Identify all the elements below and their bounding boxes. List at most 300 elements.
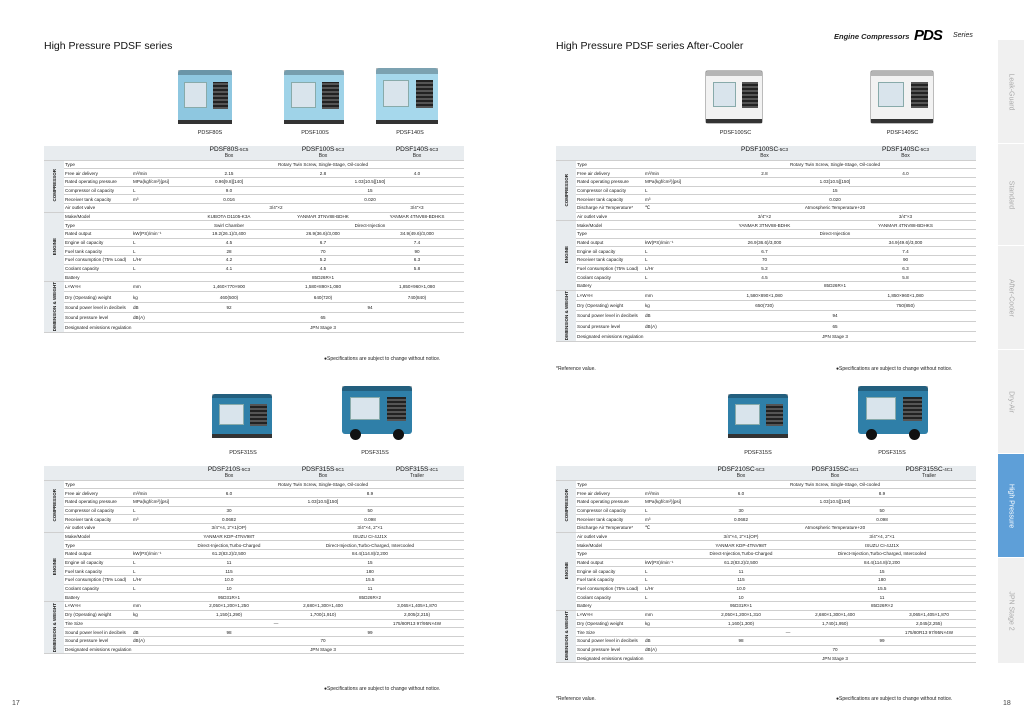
spec-label: Sound power level in decibels — [64, 302, 132, 312]
spec-label: L×W×H — [576, 290, 644, 300]
group-label — [556, 290, 576, 341]
spec-value: 15 — [694, 186, 976, 195]
spec-label: Make/Model — [64, 532, 132, 541]
spec-value: 1.03[10.5][150] — [694, 497, 976, 506]
spec-unit — [644, 541, 694, 550]
spec-value: 95D31R×1 — [694, 602, 788, 611]
spec-label: Fuel consumption (75% Load) — [576, 584, 644, 593]
spec-label: Sound pressure level — [64, 636, 132, 645]
spec-row — [556, 619, 976, 628]
spec-value: 180 — [276, 567, 464, 576]
group-label-text: ENGINE — [51, 237, 57, 255]
compressor-image — [705, 70, 763, 124]
spec-value: 26.9(36.6)/3,000 — [694, 238, 835, 247]
model-suffix: -5C3 — [240, 466, 251, 472]
group-label-text: DIMENSION & WEIGHT — [563, 611, 569, 661]
spec-value: 3/4"×2 — [694, 212, 835, 221]
spec-unit: MPa(kgf/cm²)[psi] — [644, 177, 694, 186]
spec-row — [556, 264, 976, 273]
spec-value: 115 — [182, 567, 276, 576]
spec-row — [556, 602, 976, 611]
compressor-image — [178, 70, 232, 124]
group-label — [44, 532, 64, 602]
spec-value: 1.03[10.5][150] — [694, 177, 976, 186]
spec-value: Direct-Injection — [276, 221, 464, 230]
spec-row — [556, 628, 976, 637]
model-suffix: -5C1 — [334, 466, 345, 472]
spec-row — [556, 230, 976, 239]
spec-value: Direct-Injection,Turbo-Charged — [694, 550, 788, 559]
model-type: Box — [760, 152, 769, 159]
model-header — [182, 466, 276, 480]
spec-value: 1,580×890×1,080 — [276, 282, 370, 292]
spec-row — [556, 497, 976, 506]
spec-unit: dB(A) — [132, 312, 182, 322]
group-label — [44, 160, 64, 212]
spec-value: 6.0 — [694, 489, 788, 498]
spec-table-top-left — [44, 146, 464, 333]
spec-unit — [644, 550, 694, 559]
spec-label: L×W×H — [64, 282, 132, 292]
spec-value: Rotary Twin Screw, Single-Stage, Oil-cooled — [182, 480, 464, 489]
model-type: Trailer — [410, 472, 424, 479]
spec-row — [556, 301, 976, 311]
reference-note: *Reference value. — [556, 696, 596, 702]
spec-row — [556, 523, 976, 532]
side-tab-label: High Pressure — [1007, 483, 1015, 528]
spec-value: 4.0 — [370, 169, 464, 178]
model-header — [276, 466, 370, 480]
spec-value: ISUZU CI-4JJ1X — [276, 532, 464, 541]
spec-label: Fuel tank capacity — [64, 567, 132, 576]
spec-value: KUBOTA D1105-K3A — [182, 212, 276, 221]
spec-row — [44, 567, 464, 576]
spec-label: Type — [64, 480, 132, 489]
model-caption: PDSF315S — [744, 450, 772, 456]
spec-value: 1,740(1,950) — [788, 619, 882, 628]
spec-row — [44, 282, 464, 292]
spec-value: Direct-Injection,Turbo-Charged, Intercooled — [788, 550, 976, 559]
spec-value: 4.2 — [182, 256, 276, 265]
spec-label: Coolant capacity — [576, 593, 644, 602]
spec-row — [556, 610, 976, 619]
spec-label: Compressor oil capacity — [64, 186, 132, 195]
group-label-text: DIMENSION & WEIGHT — [51, 282, 57, 332]
spec-value: 180 — [788, 576, 976, 585]
spec-unit: dB — [132, 302, 182, 312]
spec-value: 15 — [276, 186, 464, 195]
spec-value: 85D26R×2 — [276, 593, 464, 602]
spec-unit: L — [644, 256, 694, 265]
spec-label: Battery — [64, 593, 132, 602]
spec-value: YANMAR 4TNV88-BDHKS — [370, 212, 464, 221]
spec-label: Engine oil capacity — [64, 238, 132, 247]
header-blank — [44, 146, 64, 160]
spec-row — [556, 282, 976, 291]
spec-value: YANMAR KDP-4TNV98T — [694, 541, 788, 550]
spec-value: Rotary Twin Screw, Single-Stage, Oil-cooled — [694, 160, 976, 169]
model-caption: PDSF140SC — [886, 130, 919, 136]
spec-unit — [132, 212, 182, 221]
spec-value: 640(720) — [276, 292, 370, 302]
spec-unit: dB — [132, 628, 182, 637]
spec-value: 0.0682 — [182, 515, 276, 524]
spec-value: 34.9(49.6)/3,000 — [370, 230, 464, 239]
model-type: Box — [318, 472, 328, 479]
spec-row — [556, 247, 976, 256]
spec-unit: L — [132, 584, 182, 593]
model-suffix: -5C3 — [428, 146, 439, 152]
spec-unit: L — [132, 567, 182, 576]
spec-table-top-right — [556, 146, 976, 342]
spec-value: 70 — [276, 247, 370, 256]
spec-label: Tire Size — [64, 619, 132, 628]
spec-label: Rated operating pressure — [576, 497, 644, 506]
spec-value: 6.7 — [276, 238, 370, 247]
spec-value: 15.5 — [788, 584, 976, 593]
spec-value: 2,050×1,200×1,310 — [694, 610, 788, 619]
spec-unit: dB(A) — [644, 321, 694, 331]
spec-unit: L — [644, 247, 694, 256]
model-header — [182, 146, 276, 160]
spec-value: 0.96[9.8][140] — [182, 177, 276, 186]
side-tab-label: After-Cooler — [1007, 278, 1015, 317]
spec-label: Discharge Air Temperature* — [576, 203, 644, 212]
spec-unit: kg — [644, 301, 694, 311]
model-type: Box — [224, 152, 234, 159]
spec-note: ●Specifications are subject to change without notice. — [836, 366, 953, 372]
model-caption: PDSF100S — [301, 130, 329, 136]
spec-label: Free air delivery — [64, 169, 132, 178]
spec-row — [556, 238, 976, 247]
spec-label: Designated emissions regulation — [576, 331, 644, 341]
spec-unit: kW(PS)/min⁻¹ — [644, 558, 694, 567]
spec-row — [44, 636, 464, 645]
spec-row — [44, 256, 464, 265]
spec-unit — [644, 480, 694, 489]
spec-value: 6.7 — [694, 247, 835, 256]
spec-value: 50 — [276, 506, 464, 515]
model-header — [370, 466, 464, 480]
spec-value: Direct-Injection,Turbo-Charged — [182, 541, 276, 550]
spec-unit — [132, 523, 182, 532]
spec-value: 4.5 — [276, 264, 370, 273]
spec-value: 11 — [788, 593, 976, 602]
spec-value: 4.5 — [694, 273, 835, 282]
spec-value: 0.0682 — [694, 515, 788, 524]
spec-unit: m³/min — [644, 489, 694, 498]
spec-row — [556, 160, 976, 169]
header-blank — [576, 146, 644, 160]
group-label-text: DIMENSION & WEIGHT — [51, 602, 57, 652]
side-tab-leak-guard[interactable] — [998, 40, 1024, 144]
side-tab-label: Dry-Air — [1007, 390, 1015, 413]
spec-value: 65 — [694, 321, 976, 331]
spec-label: Battery — [576, 602, 644, 611]
spec-value: 2,680×1,300×1,400 — [276, 602, 370, 611]
spec-label: Make/Model — [576, 541, 644, 550]
spec-label: Type — [64, 160, 132, 169]
spec-value: 70 — [182, 636, 464, 645]
spec-unit — [644, 212, 694, 221]
spec-value: 30 — [694, 506, 788, 515]
spec-label: Coolant capacity — [64, 264, 132, 273]
page-title-right: High Pressure PDSF series After-Cooler — [556, 40, 744, 52]
spec-row — [556, 331, 976, 341]
spec-value: 6.3 — [370, 256, 464, 265]
spec-label: Compressor oil capacity — [64, 506, 132, 515]
spec-value: 4.5 — [182, 238, 276, 247]
spec-label: Free air delivery — [64, 489, 132, 498]
side-tab-high-pressure[interactable] — [998, 454, 1024, 558]
spec-value: 5.2 — [694, 264, 835, 273]
model-type: Box — [830, 472, 840, 479]
spec-value: 30 — [182, 506, 276, 515]
spec-label: Air outlet valve — [64, 203, 132, 212]
spec-value: Atmospheric Temperature+20 — [694, 203, 976, 212]
spec-value: 1,850×960×1,080 — [370, 282, 464, 292]
spec-value: 4.1 — [182, 264, 276, 273]
spec-value: 94 — [694, 311, 976, 321]
spec-label: Receiver tank capacity — [64, 515, 132, 524]
spec-unit — [132, 480, 182, 489]
spec-label: Coolant capacity — [576, 273, 644, 282]
spec-row — [44, 489, 464, 498]
group-label — [556, 221, 576, 291]
side-tab-standard[interactable] — [998, 144, 1024, 246]
model-suffix: -4C1 — [942, 466, 953, 472]
header-blank — [64, 466, 132, 480]
spec-value: 10 — [182, 584, 276, 593]
spec-label: Fuel consumption (75% Load) — [64, 576, 132, 585]
spec-unit: kg — [644, 619, 694, 628]
spec-label: Type — [576, 160, 644, 169]
spec-unit: dB — [644, 311, 694, 321]
model-suffix: -4C1 — [428, 466, 439, 472]
spec-row — [44, 238, 464, 247]
spec-label: Rated output — [576, 558, 644, 567]
spec-label: Compressor oil capacity — [576, 506, 644, 515]
spec-value: 3/4"×4, 2"×1(OP) — [694, 532, 788, 541]
spec-value: 2.15 — [182, 169, 276, 178]
model-header — [835, 146, 976, 160]
spec-note: ●Specifications are subject to change without notice. — [324, 686, 441, 692]
spec-value: Swirl Chamber — [182, 221, 276, 230]
spec-unit: MPa(kgf/cm²)[psi] — [132, 497, 182, 506]
spec-unit — [132, 160, 182, 169]
spec-row — [556, 311, 976, 321]
spec-value: 90 — [370, 247, 464, 256]
spec-row — [44, 302, 464, 312]
compressor-image — [870, 70, 934, 124]
spec-label: Receiver tank capacity — [64, 195, 132, 204]
spec-value: 7.4 — [835, 247, 976, 256]
spec-label: Dry (Operating) weight — [64, 610, 132, 619]
header-blank — [644, 466, 694, 480]
spec-label: Type — [64, 541, 132, 550]
spec-row — [556, 256, 976, 265]
spec-row — [44, 532, 464, 541]
model-name: PDSF210SC — [717, 466, 755, 473]
spec-value: JPN Stage 3 — [694, 331, 976, 341]
spec-value: 2,680×1,300×1,400 — [788, 610, 882, 619]
spec-value: 5.2 — [276, 256, 370, 265]
spec-unit: kW(PS)/min⁻¹ — [132, 550, 182, 559]
spec-unit: mm — [644, 610, 694, 619]
spec-row — [556, 558, 976, 567]
model-header — [370, 146, 464, 160]
spec-label: Rated operating pressure — [576, 177, 644, 186]
spec-unit — [132, 323, 182, 333]
spec-value: Rotary Twin Screw, Single-Stage, Oil-cooled — [182, 160, 464, 169]
spec-unit: L — [132, 558, 182, 567]
spec-value: 90 — [835, 256, 976, 265]
spec-value: 10.0 — [182, 576, 276, 585]
spec-unit — [644, 221, 694, 230]
group-label — [44, 480, 64, 532]
header-blank — [644, 146, 694, 160]
spec-label: Free air delivery — [576, 169, 644, 178]
spec-row — [44, 160, 464, 169]
spec-value: 6.0 — [182, 489, 276, 498]
spec-label: Type — [64, 221, 132, 230]
spec-value: 15 — [276, 558, 464, 567]
spec-value: 99 — [788, 636, 976, 645]
spec-label: Engine oil capacity — [576, 247, 644, 256]
spec-row — [44, 212, 464, 221]
spec-value: 2.8 — [694, 169, 835, 178]
spec-label: Fuel tank capacity — [64, 247, 132, 256]
spec-label: Engine oil capacity — [576, 567, 644, 576]
side-tab-jpn-stage-2[interactable] — [998, 558, 1024, 664]
model-caption: PDSF315S — [229, 450, 257, 456]
spec-value: Atmospheric Temperature+20 — [694, 523, 976, 532]
spec-unit: ℃ — [644, 523, 694, 532]
model-name: PDSF315S — [301, 466, 335, 473]
page-number-left: 17 — [12, 700, 20, 707]
spec-label: Dry (Operating) weight — [576, 301, 644, 311]
model-suffix: -5C1 — [848, 466, 859, 472]
model-suffix: -5C3 — [778, 146, 788, 152]
spec-unit: kg — [132, 610, 182, 619]
model-name: PDSF315S — [395, 466, 429, 473]
spec-row — [556, 506, 976, 515]
spec-note: ●Specifications are subject to change without notice. — [324, 356, 441, 362]
spec-unit: mm — [132, 282, 182, 292]
spec-row — [44, 593, 464, 602]
spec-label: Sound power level in decibels — [576, 636, 644, 645]
spec-unit: dB — [644, 636, 694, 645]
spec-value: JPN Stage 3 — [182, 323, 464, 333]
spec-value: 3/4"×4, 2"×1(OP) — [182, 523, 276, 532]
spec-unit: L/Hr — [644, 264, 694, 273]
header-blank — [64, 146, 132, 160]
model-header — [276, 146, 370, 160]
model-suffix: -5C3 — [754, 466, 765, 472]
spec-value: Rotary Twin Screw, Single-Stage, Oil-cooled — [694, 480, 976, 489]
spec-label: Air outlet valve — [576, 532, 644, 541]
model-suffix: -5C3 — [334, 146, 345, 152]
group-label — [556, 532, 576, 610]
spec-value: 3,065×1,405×1,870 — [370, 602, 464, 611]
spec-value: 34.9(49.6)/3,000 — [835, 238, 976, 247]
spec-value: 0.098 — [276, 515, 464, 524]
model-name: PDSF315SC — [905, 466, 943, 473]
spec-value: 65 — [182, 312, 464, 322]
model-header — [694, 466, 788, 480]
spec-unit: L — [132, 186, 182, 195]
spec-row — [44, 195, 464, 204]
spec-row — [556, 480, 976, 489]
spec-row — [44, 558, 464, 567]
model-name: PDSF140S — [395, 146, 429, 153]
side-tab-after-cooler[interactable] — [998, 246, 1024, 350]
model-header — [788, 466, 882, 480]
spec-label: Coolant capacity — [64, 584, 132, 593]
spec-table-bottom-left — [44, 466, 464, 654]
page-title-left: High Pressure PDSF series — [44, 40, 173, 52]
spec-value: Direct-Injection — [694, 230, 976, 239]
spec-row — [44, 203, 464, 212]
spec-unit: L — [644, 593, 694, 602]
spec-row — [556, 489, 976, 498]
spec-row — [44, 292, 464, 302]
model-name: PDSF210S — [207, 466, 241, 473]
group-label-text: COMPRESSOR — [51, 169, 57, 202]
model-type: Trailer — [922, 472, 936, 479]
model-header — [694, 146, 835, 160]
spec-row — [556, 273, 976, 282]
side-tab-dry-air[interactable] — [998, 350, 1024, 454]
spec-value: 84.4(114.8)/2,200 — [276, 550, 464, 559]
spec-unit — [132, 532, 182, 541]
spec-value: 70 — [694, 645, 976, 654]
spec-value: 650(730) — [694, 301, 835, 311]
group-label-text: COMPRESSOR — [563, 173, 569, 207]
spec-label: Receiver tank capacity — [576, 195, 644, 204]
header-blank — [44, 466, 64, 480]
spec-value: 10.0 — [694, 584, 788, 593]
reference-note: *Reference value. — [556, 366, 596, 372]
spec-value: YANMAR KDP-4TNV98T — [182, 532, 276, 541]
spec-value: 2,050×1,200×1,250 — [182, 602, 276, 611]
spec-value: 50 — [788, 506, 976, 515]
spec-label: Fuel consumption (75% Load) — [64, 256, 132, 265]
spec-row — [44, 506, 464, 515]
spec-unit — [644, 331, 694, 341]
spec-unit — [644, 532, 694, 541]
group-label-text: DIMENSION & WEIGHT — [563, 290, 569, 341]
model-type: Box — [412, 152, 422, 159]
model-name: PDSF315SC — [811, 466, 849, 473]
spec-value: 1.03[10.5][150] — [182, 497, 464, 506]
spec-unit — [644, 654, 694, 663]
group-label — [44, 282, 64, 333]
spec-value: 8.9 — [788, 489, 976, 498]
spec-label: Air outlet valve — [64, 523, 132, 532]
spec-value: 11 — [182, 558, 276, 567]
spec-label: Designated emissions regulation — [65, 646, 132, 652]
spec-value: JPN Stage 3 — [694, 654, 976, 663]
header-blank — [556, 146, 576, 160]
model-header-row — [556, 146, 976, 160]
spec-value: 1,580×890×1,080 — [694, 290, 835, 300]
header-blank — [556, 466, 576, 480]
spec-value: YANMAR 3TNV88-BDHK — [276, 212, 370, 221]
spec-unit: kW(PS)/min⁻¹ — [132, 230, 182, 239]
spec-row — [44, 312, 464, 322]
spec-row — [44, 550, 464, 559]
